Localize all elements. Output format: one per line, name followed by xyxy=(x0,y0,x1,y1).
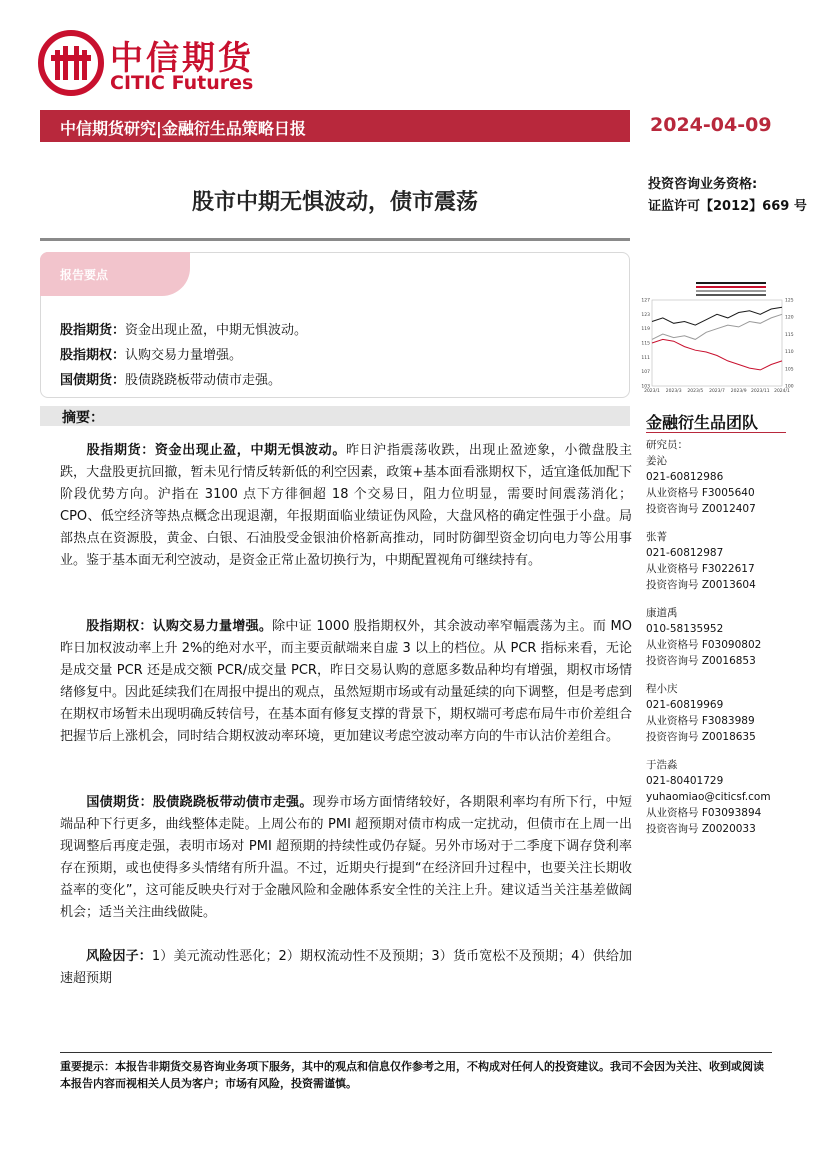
legend-swatch xyxy=(696,294,766,296)
member-cert: 从业资格号 F3005640 xyxy=(646,487,755,499)
member-name: 姜沁 xyxy=(646,455,667,467)
summary-item xyxy=(60,343,307,368)
team-member xyxy=(646,757,816,837)
market-line-chart xyxy=(636,280,800,394)
chart-series-line xyxy=(652,314,782,339)
footer-divider xyxy=(60,1052,772,1053)
member-phone: 021-80401729 xyxy=(646,775,724,787)
chart-tick-label: 107 xyxy=(641,370,650,376)
member-cert: 从业资格号 F3083989 xyxy=(646,715,755,727)
chart-tick-label: 115 xyxy=(785,332,794,338)
chart-tick-label: 2023/9 xyxy=(730,389,747,394)
member-cert: 投资咨询号 Z0020033 xyxy=(646,823,756,835)
chart-tick-label: 127 xyxy=(641,298,650,304)
summary-item xyxy=(60,318,307,343)
chart-tick-label: 2023/3 xyxy=(665,389,682,394)
abstract-heading-bar xyxy=(40,406,630,426)
member-cert: 从业资格号 F3022617 xyxy=(646,563,755,575)
summary-item-text: 股债跷跷板带动债市走强。 xyxy=(125,373,282,388)
page-title: 股市中期无惧波动，债市震荡 xyxy=(191,190,478,215)
member-phone: 021-60812986 xyxy=(646,471,724,483)
disclaimer: 重要提示：本报告非期货交易咨询业务项下服务，其中的观点和信息仅作参考之用，不构成对任何人的投资建议。我司不会因为关注、收到或阅读本报告内容而视相关人员为客户；市场有风险，投资需谨慎。 xyxy=(60,1060,764,1090)
banner-title: 中信期货研究|金融衍生品策略日报 xyxy=(60,119,306,138)
paragraph-body: 昨日沪指震荡收跌，出现止盈迹象，小微盘股主跌，大盘股更抗回撤，暂未见行情反转新低的利空因素，政策+基本面看涨期权下，适宜逢低加配下阶段优势方向。沪指在 3100 点下方徘徊超 18 个交易日，阻力位明显，需要时间震荡消化；CPO、低空经济等热点概念出现退潮，年报期面临业绩证伪风险，大盘风格的确定性强于小盘。局部热点在资源股，黄金、白银、石油股受金银油价格新高推动，同时防御型资金切向电力等公用事业。鉴于基本面无利空波动，是资金正常止盈切换行为，中期配置视角可继续持有。 xyxy=(60,443,632,568)
member-cert: 投资咨询号 Z0016853 xyxy=(646,655,756,667)
chart-tick-label: 110 xyxy=(785,350,794,356)
paragraph-index-futures xyxy=(60,440,632,572)
member-name: 康道禹 xyxy=(646,607,678,619)
member-phone: 021-60812987 xyxy=(646,547,724,559)
member-cert: 投资咨询号 Z0018635 xyxy=(646,731,756,743)
summary-list xyxy=(60,318,307,393)
summary-item-label: 股指期货： xyxy=(60,323,126,338)
legend-swatch xyxy=(696,286,766,288)
chart-tick-label: 120 xyxy=(785,315,794,321)
chart-tick-label: 119 xyxy=(641,327,650,333)
paragraph-index-options xyxy=(60,616,632,748)
team-divider xyxy=(646,432,786,433)
logo-chinese-name: 中信期货 xyxy=(110,38,254,77)
logo-english-name: CITIC Futures xyxy=(110,72,254,94)
paragraph-body: 现券市场方面情绪较好，各期限利率均有所下行，中短端品种下行更多，曲线整体走陡。上周公布的 PMI 超预期对债市构成一定扰动，但债市在上周一出现调整后再度走强，表明市场对 PMI 超预期的持续性或仍存疑。另外市场对于二季度下调存贷利率存在预期，或也使得多头情绪有所升温。不过，近期央行提到“在经济回升过程中，也要关注长期收益率的变化”，这可能反映央行对于金融风险和金融体系安全性的关注上升。建议适当关注基差做阔机会；适当关注曲线做陡。 xyxy=(60,795,632,920)
member-cert: 从业资格号 F03093894 xyxy=(646,807,762,819)
chart-tick-label: 2023/5 xyxy=(687,389,704,394)
chart-tick-label: 123 xyxy=(641,312,650,318)
paragraph-lead: 国债期货：股债跷跷板带动债市走强。 xyxy=(86,795,313,810)
paragraph-lead: 股指期权：认购交易力量增强。 xyxy=(86,619,273,634)
team-list xyxy=(646,437,816,849)
risk-text: 1）美元流动性恶化；2）期权流动性不及预期；3）货币宽松不及预期；4）供给加速超预期 xyxy=(60,949,632,986)
citic-futures-logo xyxy=(38,30,268,96)
chart-tick-label: 2023/7 xyxy=(709,389,725,394)
chart-tick-label: 125 xyxy=(785,298,794,304)
summary-item xyxy=(60,368,307,393)
member-cert: 投资咨询号 Z0012407 xyxy=(646,503,756,515)
chart-series-line xyxy=(652,339,782,370)
team-member xyxy=(646,605,816,669)
team-member xyxy=(646,681,816,745)
paragraph-body: 除中证 1000 股指期权外，其余波动率窄幅震荡为主。而 MO 昨日加权波动率上升 2%的绝对水平，而主要贡献端来自虚 3 以上的档位。从 PCR 指标来看，无论是成交量 PCR 还是成交额 PCR/成交量 PCR，昨日交易认购的意愿多数品种均有增强，期权市场情绪修复中。因此延续我们在周报中提出的观点，虽然短期市场或有动量延续的向下调整，但是考虑到在期权市场暂未出现明确反转信号，在基本面有修复支撑的背景下，期权端可考虑布局牛市价差组合把握节后上涨机会，同时结合期权波动率环境，更加建议考虑空波动率方向的牛市认沽价差组合。 xyxy=(60,619,633,744)
legend-swatch xyxy=(696,290,766,292)
member-name: 程小庆 xyxy=(646,683,678,695)
chart-tick-label: 100 xyxy=(785,384,794,390)
chart-tick-label: 103 xyxy=(641,384,650,390)
title-divider xyxy=(40,238,630,241)
license-info xyxy=(648,174,807,218)
chart-tick-label: 105 xyxy=(785,367,794,373)
chart-tick-label: 111 xyxy=(641,355,650,361)
chart-tick-label: 2023/11 xyxy=(750,389,770,394)
member-cert: 投资咨询号 Z0013604 xyxy=(646,579,756,591)
team-title: 金融衍生品团队 xyxy=(646,413,759,432)
team-role: 研究员： xyxy=(646,439,688,451)
chart-tick-label: 115 xyxy=(641,341,650,347)
member-email: yuhaomiao@citicsf.com xyxy=(646,791,771,803)
report-date: 2024-04-09 xyxy=(650,114,772,136)
summary-item-label: 股指期权： xyxy=(60,348,126,363)
paragraph-treasury-futures xyxy=(60,792,632,924)
abstract-heading: 摘要： xyxy=(62,410,104,426)
summary-tag xyxy=(40,252,190,296)
license-line-2: 证监许可【2012】669 号 xyxy=(648,199,807,214)
summary-tag-label: 报告要点 xyxy=(60,268,109,282)
summary-item-label: 国债期货： xyxy=(60,373,126,388)
risk-factors xyxy=(60,946,632,990)
chart-tick-label: 2024/1 xyxy=(774,389,790,394)
paragraph-lead: 股指期货：资金出现止盈，中期无惧波动。 xyxy=(86,443,346,458)
legend-swatch xyxy=(696,282,766,284)
member-phone: 010-58135952 xyxy=(646,623,724,635)
member-cert: 从业资格号 F03090802 xyxy=(646,639,762,651)
member-phone: 021-60819969 xyxy=(646,699,724,711)
team-member xyxy=(646,453,816,517)
summary-item-text: 资金出现止盈，中期无惧波动。 xyxy=(125,323,308,338)
report-banner xyxy=(40,110,630,142)
chart-tick-label: 2023/1 xyxy=(644,389,660,394)
license-line-1: 投资咨询业务资格: xyxy=(648,177,758,192)
citic-emblem-icon xyxy=(38,30,104,96)
member-name: 于浩淼 xyxy=(646,759,678,771)
summary-item-text: 认购交易力量增强。 xyxy=(125,348,243,363)
risk-label: 风险因子： xyxy=(86,949,152,964)
member-name: 张菁 xyxy=(646,531,667,543)
team-member xyxy=(646,529,816,593)
